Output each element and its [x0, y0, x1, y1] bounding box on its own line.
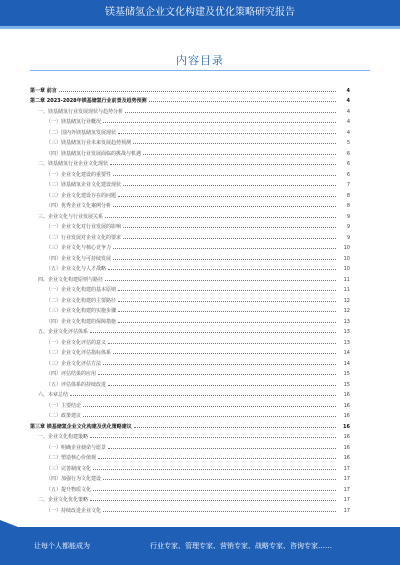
toc-leader-dots [134, 427, 336, 428]
toc-entry-label: （五）评估体系的持续改进 [46, 381, 107, 388]
toc-leader-dots [108, 385, 336, 386]
toc-entry-page: 15 [343, 371, 350, 377]
toc-leader-dots [123, 185, 336, 186]
toc-entry[interactable] [30, 493, 350, 504]
toc-leader-dots [123, 227, 336, 228]
toc-entry[interactable] [30, 94, 350, 105]
toc-leader-dots [98, 458, 336, 459]
header-bar [0, 0, 400, 26]
toc-entry-page: 12 [343, 308, 350, 314]
toc-entry[interactable] [30, 346, 350, 357]
toc-entry-page: 8 [346, 203, 350, 209]
footer-accent [0, 520, 18, 527]
toc-leader-dots [118, 311, 336, 312]
toc-entry-label: （一）企业文化对行业发展的影响 [46, 224, 122, 230]
toc-entry-page: 11 [343, 276, 350, 283]
toc-entry-label: （五）提升物质文化 [46, 486, 92, 493]
toc-entry[interactable] [30, 199, 350, 210]
toc-entry-label: （二）国内外镁基储氢发展现状 [46, 129, 117, 136]
toc-entry-page: 17 [343, 497, 350, 503]
toc-entry-page: 6 [346, 171, 350, 178]
toc-entry-page: 6 [346, 161, 350, 167]
toc-leader-dots [90, 437, 336, 438]
toc-entry[interactable] [30, 251, 350, 262]
toc-entry-label: （四）企业文化构建的保障措施 [46, 318, 117, 325]
toc-entry-page: 17 [343, 486, 350, 493]
toc-leader-dots [93, 490, 336, 491]
toc-underline [30, 70, 370, 71]
toc-entry-label: （四）镁基储氢行业发展面临的挑战与机遇 [46, 150, 142, 157]
toc-entry[interactable] [30, 283, 350, 294]
toc-entry-label: （一）企业文化评估的意义 [46, 339, 107, 346]
toc-entry[interactable] [30, 104, 350, 115]
toc-entry-label: （一）企业文化构建的基本原则 [46, 287, 117, 293]
toc-entry-page: 4 [346, 98, 350, 104]
toc-entry-label: （二）行业发展对企业文化的要求 [46, 234, 122, 241]
toc-entry[interactable] [30, 304, 350, 315]
toc-entry[interactable] [30, 209, 350, 220]
toc-entry-label: 三、企业文化与行业发展关系 [38, 213, 104, 220]
toc-leader-dots [118, 290, 336, 291]
toc-leader-dots [143, 154, 336, 155]
toc-entry-label: （四）加强行为文化建设 [46, 476, 102, 482]
toc-leader-dots [118, 133, 336, 134]
toc-entry-page: 16 [343, 455, 350, 461]
toc-leader-dots [133, 143, 336, 144]
toc-entry[interactable] [30, 461, 350, 472]
toc-leader-dots [118, 322, 336, 323]
toc-entry-label: （二）企业文化构建的主要路径 [46, 297, 117, 304]
toc-leader-dots [108, 448, 336, 449]
toc-entry-page: 16 [343, 444, 350, 451]
toc-entry-page: 5 [346, 140, 350, 146]
toc-entry-label: （一）持续改进企业文化 [46, 507, 102, 514]
toc-leader-dots [108, 269, 336, 270]
toc-entry-page: 9 [346, 234, 350, 241]
toc-leader-dots [118, 196, 336, 197]
toc-entry-label: （三）企业文化评估方法 [46, 360, 102, 367]
toc-leader-dots [90, 500, 336, 501]
toc-leader-dots [83, 416, 336, 417]
toc-entry-label: 第一章 前言 [30, 87, 57, 94]
toc-entry[interactable] [30, 83, 350, 94]
toc-entry[interactable] [30, 230, 350, 241]
footer-tagline: 行业专家、管理专家、营销专家、战略专家、咨询专家…… [150, 542, 332, 550]
header-rule [0, 26, 400, 29]
footer-bar [0, 527, 400, 565]
toc-entry-label: 一、镁基储氢行业发展现状与趋势分析 [38, 108, 124, 115]
toc-entry-page: 13 [343, 329, 350, 335]
toc-entry-label: （二）镁基储氢企业文化建设现状 [46, 182, 122, 188]
toc-entry-page: 14 [343, 350, 350, 356]
toc-entry-page: 8 [346, 192, 350, 199]
toc-entry[interactable] [30, 482, 350, 493]
toc-entry[interactable] [30, 367, 350, 378]
toc-entry[interactable] [30, 167, 350, 178]
toc-entry-label: （三）完善制度文化 [46, 465, 92, 472]
toc-entry-label: （一）企业文化建设的重要性 [46, 171, 112, 178]
toc-leader-dots [113, 248, 336, 249]
toc-leader-dots [70, 395, 336, 396]
toc-entry[interactable] [30, 356, 350, 367]
toc-entry-label: 二、企业文化优化策略 [38, 497, 89, 503]
toc-entry-label: （二）政策建议 [46, 413, 82, 419]
toc-entry-page: 9 [346, 224, 350, 230]
toc-entry-page: 4 [346, 87, 350, 94]
toc-leader-dots [93, 469, 336, 470]
toc-entry[interactable] [30, 388, 350, 399]
toc-leader-dots [149, 101, 336, 102]
toc-entry-label: （四）企业文化与可持续发展 [46, 255, 112, 262]
toc-entry[interactable] [30, 157, 350, 168]
toc-entry-page: 13 [343, 339, 350, 346]
toc-entry-page: 10 [343, 245, 350, 251]
toc-entry-label: 第二章 2023-2028年镁基储氢行业前景及趋势预测 [30, 98, 147, 104]
toc-leader-dots [113, 206, 336, 207]
toc-entry[interactable] [30, 451, 350, 462]
document-title: 镁基储氢企业文化构建及优化策略研究报告 [105, 7, 295, 18]
toc-entry-label: （三）企业文化与核心竞争力 [46, 245, 112, 251]
toc-leader-dots [110, 164, 336, 165]
toc-entry[interactable] [30, 325, 350, 336]
toc-entry-page: 9 [346, 213, 350, 220]
toc-entry-page: 17 [343, 476, 350, 482]
toc-entry-page: 4 [346, 108, 350, 115]
toc-entry-label: （三）企业文化建设存在的问题 [46, 192, 117, 199]
toc-entry-label: 一、企业文化构建策略 [38, 434, 89, 440]
toc-entry-page: 16 [343, 434, 350, 440]
toc-entry-page: 10 [343, 266, 350, 272]
toc-leader-dots [113, 353, 336, 354]
toc-entry-label: （二）企业文化评估指标体系 [46, 350, 112, 356]
toc-entry-page: 16 [343, 402, 350, 409]
toc-entry[interactable] [30, 178, 350, 189]
toc-entry[interactable] [30, 472, 350, 483]
toc-entry-page: 6 [346, 150, 350, 157]
toc-entry-page: 4 [346, 129, 350, 136]
toc-leader-dots [123, 238, 336, 239]
toc-entry-label: 二、镁基储氢行业企业文化现状 [38, 161, 109, 167]
toc-leader-dots [90, 332, 336, 333]
toc-entry[interactable] [30, 503, 350, 514]
toc-entry[interactable] [30, 409, 350, 420]
toc-entry-label: （一）主要结论 [46, 402, 82, 409]
toc-entry[interactable] [30, 272, 350, 283]
toc-entry-label: （四）评估结果的应用 [46, 371, 97, 377]
toc-entry[interactable] [30, 136, 350, 147]
toc-entry-page: 4 [346, 119, 350, 125]
toc-entry[interactable] [30, 241, 350, 252]
toc-entry-page: 7 [346, 182, 350, 188]
toc-entry[interactable] [30, 115, 350, 126]
toc-entry[interactable] [30, 430, 350, 441]
toc-leader-dots [103, 511, 336, 512]
toc-leader-dots [105, 280, 336, 281]
toc-title: 内容目录 [176, 54, 224, 67]
toc-entry-label: （五）企业文化与人才战略 [46, 266, 107, 272]
toc-leader-dots [113, 175, 336, 176]
toc-leader-dots [125, 112, 336, 113]
toc-entry-page: 17 [343, 507, 350, 514]
toc-entry[interactable] [30, 262, 350, 273]
toc-leader-dots [59, 91, 336, 92]
toc-leader-dots [113, 259, 336, 260]
toc-entry-page: 10 [343, 255, 350, 262]
table-of-contents [30, 83, 350, 514]
toc-entry-page: 15 [343, 381, 350, 388]
toc-entry-page: 16 [343, 423, 350, 430]
footer-slogan: 让每个人都能成为 [34, 542, 90, 550]
toc-entry-label: 四、企业文化构建原则与路径 [38, 276, 104, 283]
toc-leader-dots [103, 364, 336, 365]
toc-entry-page: 14 [343, 360, 350, 367]
toc-entry-label: （四）优秀企业文化案例分析 [46, 203, 112, 209]
toc-entry-label: （三）企业文化构建的实施步骤 [46, 308, 117, 314]
toc-leader-dots [105, 217, 336, 218]
toc-entry-label: 五、企业文化评估体系 [38, 329, 89, 335]
toc-entry-label: （一）明确企业使命与愿景 [46, 444, 107, 451]
toc-entry-page: 17 [343, 465, 350, 472]
toc-leader-dots [83, 406, 336, 407]
toc-entry[interactable] [30, 440, 350, 451]
toc-entry[interactable] [30, 220, 350, 231]
toc-entry[interactable] [30, 335, 350, 346]
toc-entry-label: 第三章 镁基储氢企业文化构建及优化策略建议 [30, 423, 132, 430]
toc-entry[interactable] [30, 125, 350, 136]
toc-entry[interactable] [30, 293, 350, 304]
toc-entry-page: 16 [343, 392, 350, 398]
toc-leader-dots [103, 479, 336, 480]
toc-entry-page: 12 [343, 297, 350, 304]
toc-entry[interactable] [30, 146, 350, 157]
toc-entry[interactable] [30, 188, 350, 199]
toc-entry-label: （二）塑造核心价值观 [46, 455, 97, 461]
toc-entry-page: 11 [343, 287, 350, 293]
toc-leader-dots [98, 374, 336, 375]
toc-entry-label: （一）镁基储氢行业概况 [46, 119, 102, 125]
toc-entry-label: 六、本章总结 [38, 392, 69, 398]
toc-entry-label: （三）镁基储氢行业未来发展趋势预测 [46, 140, 132, 146]
toc-entry[interactable] [30, 377, 350, 388]
toc-leader-dots [103, 122, 336, 123]
toc-entry[interactable] [30, 398, 350, 409]
toc-entry-page: 16 [343, 413, 350, 419]
toc-leader-dots [118, 301, 336, 302]
toc-leader-dots [108, 343, 336, 344]
toc-entry[interactable] [30, 419, 350, 430]
toc-entry[interactable] [30, 314, 350, 325]
toc-entry-page: 13 [343, 318, 350, 325]
